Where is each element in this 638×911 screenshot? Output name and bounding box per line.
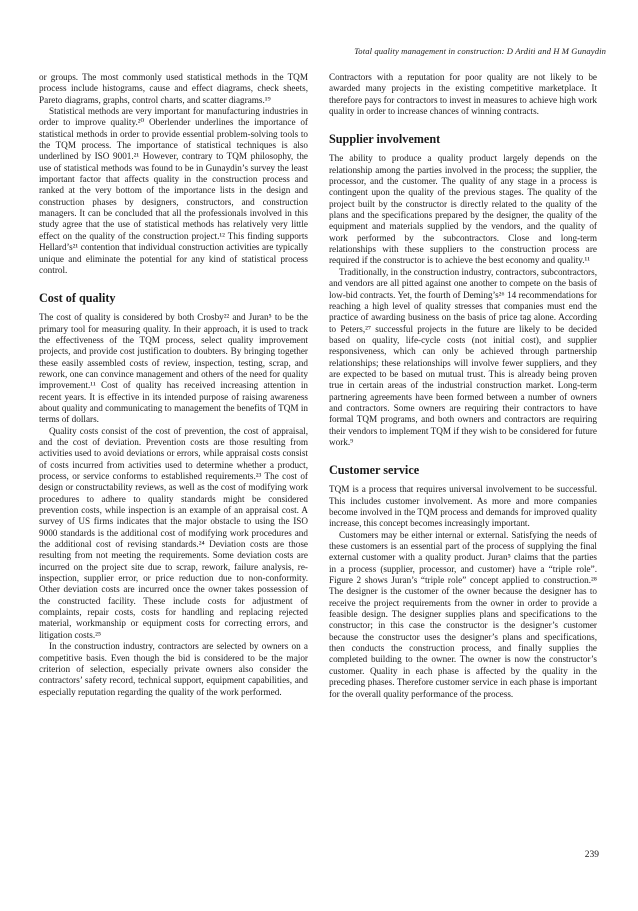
paragraph-statistical-methods: Statistical methods are very important for manufacturing industries in order to improve quality.²⁰ Oberlender underlines the importance of statistical methods in order to provide essential problem-solving tools to the TQM process. The importance of statistical techniques is also underlined by ISO 9001.²¹ However, contrary to TQM philosophy, the use of statistical methods was found to be in Gunaydin’s survey the least important factor that affects quality in the construction process and ranked at the very bottom of the importance lists in the design and construction phases by designers, constructors, and construction managers. It can be concluded that all the professionals involved in this study agree that the use of statistical methods has relatively very little effect on the quality of the construction project.¹² This finding supports Hellard’s²¹ contention that individual construction activities are typically unique and eliminate the potential for any kind of statistical process control. <box>39 106 308 275</box>
paragraph-quality-costs: Quality costs consist of the cost of prevention, the cost of appraisal, and the cost of deviation. Prevention costs are those resulting from activities used to avoid deviations or errors, while appraisal costs consist of costs incurred from activities used to determine whether a product, process, or service conforms to established requirements.²³ The cost of design or constructability reviews, as well as the cost of modifying work procedures to adhere to quality standards might be considered prevention costs, while inspection is an example of an appraisal cost. A survey of US firms indicates that the major obstacle to using the ISO 9000 standards is the additional cost of modifying work procedures and the additional cost of revising standards.²⁴ Deviation costs are those resulting from not meeting the requirements. Some deviation costs are incurred on the project site due to scrap, rework, failure analysis, re-inspection, supplier error, or price reduction due to non-conformity. Other deviation costs are incurred once the owner takes possession of the constructed facility. These include costs for adjustment of complaints, repair costs, costs for handling and replacing rejected material, workmanship or equipment costs for correcting errors, and litigation costs.²⁵ <box>39 425 308 640</box>
heading-customer-service: Customer service <box>329 463 420 478</box>
paragraph-contractor-reputation: Contractors with a reputation for poor quality are not likely to be awarded many projects in the existing competitive marketplace. It therefore pays for contractors to invest in measures to achieve high work quality in order to increase chances of winning contracts. <box>329 72 597 117</box>
left-column <box>39 72 308 698</box>
paragraph-triple-role: Customers may be either internal or external. Satisfying the needs of these customers is an essential part of the process of supplying the final external customer with a quality product. Juran⁵ claims that the parties in a process (supplier, processor, and customer) have a “triple role”. Figure 2 shows Juran’s “triple role” concept applied to construction.²⁸ The designer is the customer of the owner because the designer has to receive the project requirements from the owner in order to provide a feasible design. The designer supplies plans and specifications to the constructor; in this case the constructor is the designer’s customer because the constructor uses the designer’s plans and specifications, then conducts the construction process, and finally supplies the completed building to the owner. The owner is now the constructor’s customer. Quality in each phase is affected by the quality in the preceding phases. Therefore customer service in each phase is important for the overall quality performance of the process. <box>329 529 597 699</box>
heading-supplier-involvement: Supplier involvement <box>329 132 441 147</box>
paragraph-cost-of-quality: The cost of quality is considered by both Crosby²² and Juran⁵ to be the primary tool for measuring quality. In their approach, it is used to track the effectiveness of the TQM process, select quality improvement projects, and provide cost justification to doubters. By bringing together these easily assembled costs of review, inspection, testing, scrap, and rework, one can convince management and others of the need for quality improvement.¹¹ Cost of quality has received increasing attention in recent years. It is effective in its intended purpose of raising awareness about quality and communicating to management the benefits of TQM in terms of dollars. <box>39 312 308 425</box>
paragraph-partnering: Traditionally, in the construction industry, contractors, subcontractors, and vendors are all pitted against one another to compete on the basis of low-bid contracts. Yet, the fourth of Deming’s²⁶ 14 recommendations for reaching a high level of quality stresses that companies must end the practice of awarding business on the basis of price tag alone. According to Peters,²⁷ successful projects in the future are likely to be decided based on quality, life-cycle costs (not initial cost), and supplier responsiveness, which can only be achieved through partnership relationships; these relationships will involve fewer suppliers, and they are expected to be based on mutual trust. This is already being proven true in certain areas of the industrial construction market. Long-term partnering agreements have been formed between a number of owners and contractors. Some owners are requiring their contractors to have formal TQM programs, and both owners and contractors are requiring their vendors to implement TQM if they wish to be considered for future work.⁹ <box>329 266 597 447</box>
page-number: 239 <box>584 850 599 860</box>
right-column <box>329 72 597 700</box>
paragraph-contractor-selection: In the construction industry, contractors are selected by owners on a competitive basis. Even though the bid is considered to be the major criterion of selection, especially private owners also consider the contractors’ safety record, technical support, equipment capabilities, and especially reputation regarding the quality of the work performed. <box>39 641 308 697</box>
running-head: Total quality management in construction: D Arditi and H M Gunaydin <box>354 46 606 56</box>
paragraph-statistical-methods-continued: or groups. The most commonly used statistical methods in the TQM process include histograms, cause and effect diagrams, check sheets, Pareto diagrams, graphs, control charts, and scatter diagrams.¹⁹ <box>39 72 308 105</box>
paragraph-customer-involvement: TQM is a process that requires universal involvement to be successful. This includes customer involvement. As more and more companies become involved in the TQM process and demands for improved quality increase, this concept becomes increasingly important. <box>329 484 597 529</box>
heading-cost-of-quality: Cost of quality <box>39 291 116 306</box>
paragraph-supplier-relationships: The ability to produce a quality product largely depends on the relationship among the parties involved in the process; the supplier, the processor, and the customer. The quality of any stage in a process is contingent upon the quality of the previous stages. The quality of the project built by the constructor is directly related to the quality of the plans and the specifications prepared by the designer, the quality of the equipment and materials supplied by the vendors, and the quality of work performed by the subcontractors. Close and long-term relationships with these suppliers to the construction process are required if the constructor is to achieve the best economy and quality.¹¹ <box>329 153 597 266</box>
